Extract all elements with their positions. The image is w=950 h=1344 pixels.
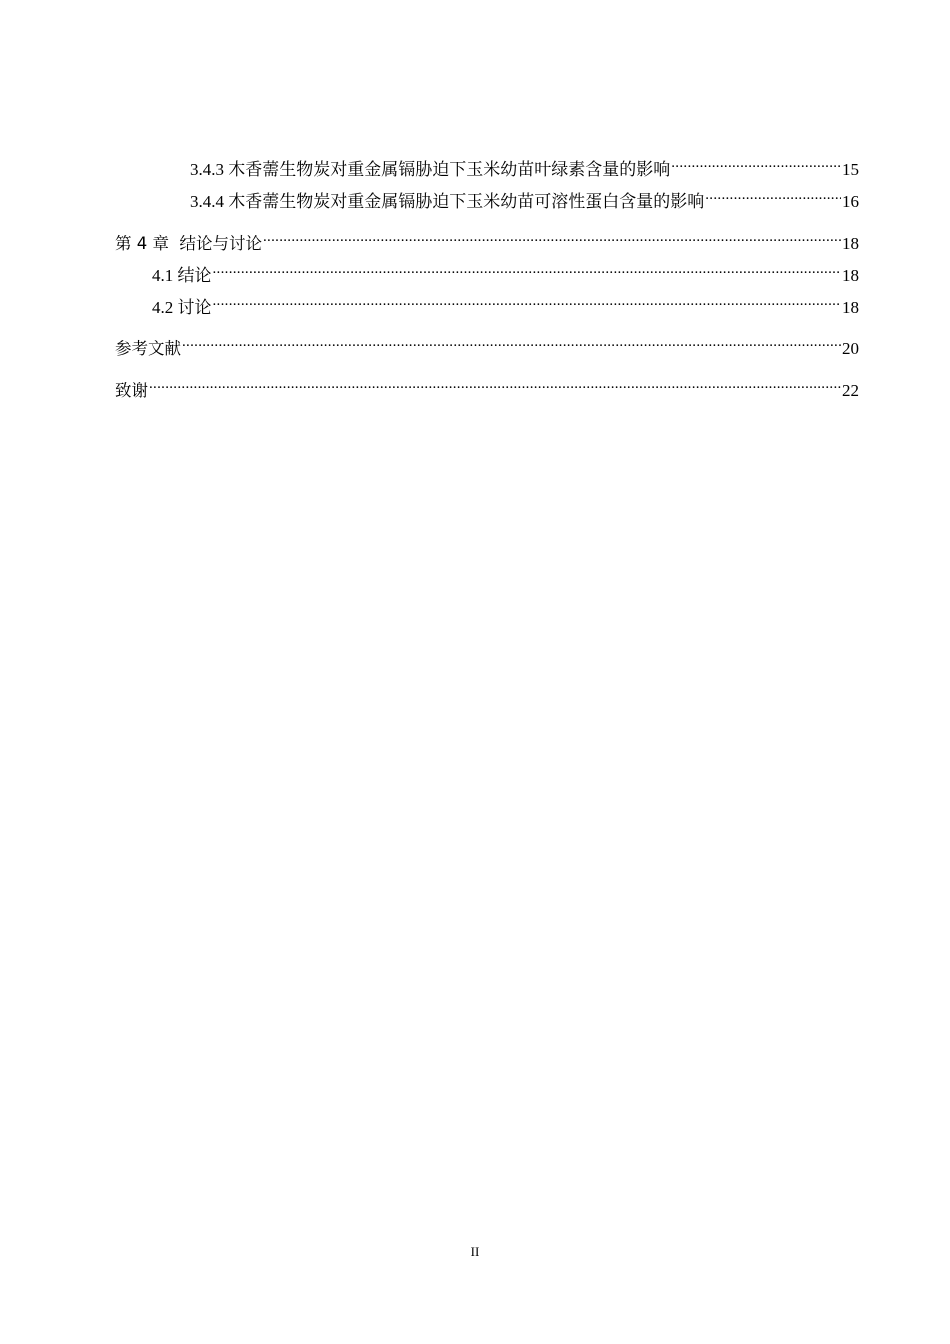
toc-entry-number: 第 4 章 [115,234,169,253]
dot-leader [705,185,841,207]
toc-entry-page: 20 [842,339,859,358]
toc-entry-number: 3.4.3 [190,160,224,179]
dot-leader [149,374,841,396]
toc-entry-page: 16 [842,192,859,211]
toc-entry-4-1[interactable] [152,259,859,287]
toc-entry-title: 木香薷生物炭对重金属镉胁迫下玉米幼苗叶绿素含量的影响 [228,160,671,179]
toc-entry-label [190,159,670,181]
dot-leader [213,291,842,313]
page-number-footer: II [470,1244,480,1259]
toc-entry-page: 22 [842,381,859,400]
toc-entry-3-4-4[interactable] [190,185,859,213]
dot-leader [671,153,841,175]
toc-entry-page: 18 [842,298,859,317]
toc-entry-page: 18 [842,266,859,285]
dot-leader [182,332,841,354]
toc-entry-references[interactable] [115,332,859,360]
dot-leader [213,259,842,281]
dot-leader [263,227,841,249]
toc-entry-label [115,233,262,255]
toc-entry-title: 木香薷生物炭对重金属镉胁迫下玉米幼苗可溶性蛋白含量的影响 [228,192,705,211]
toc-entry-number: 4.1 [152,266,174,285]
toc-entry-label [152,297,212,319]
toc-entry-title: 致谢 [115,381,148,400]
toc-entry-acknowledgements[interactable] [115,374,859,402]
toc-entry-page: 18 [842,234,859,253]
toc-entry-label [190,191,704,213]
toc-entry-title: 结论 [177,266,212,285]
toc-entry-title: 参考文献 [115,339,181,358]
toc-entry-page: 15 [842,160,859,179]
toc-entry-title: 讨论 [177,298,212,317]
toc-entry-number: 4.2 [152,298,174,317]
toc-entry-title: 结论与讨论 [179,234,262,253]
toc-entry-chapter-4[interactable] [115,227,859,255]
toc-entry-number: 3.4.4 [190,192,224,211]
toc-entry-3-4-3[interactable] [190,153,859,181]
toc-entry-4-2[interactable] [152,291,859,319]
toc-entry-label [152,265,212,287]
